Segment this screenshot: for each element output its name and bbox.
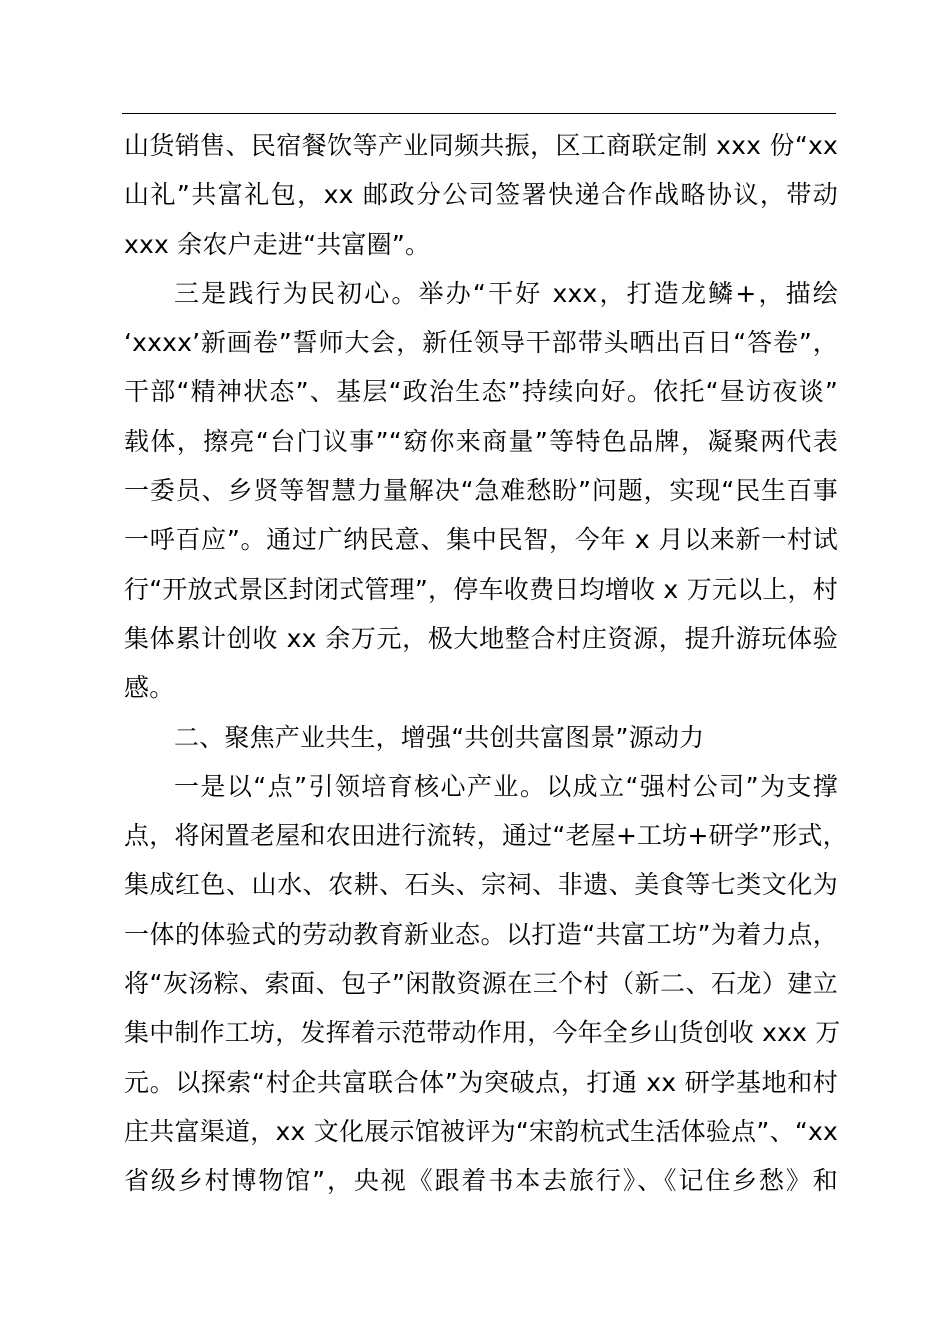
text-line: 载体，擦亮“台门议事”“窈你来商量”等特色品牌，凝聚两代表: [124, 426, 838, 456]
text-line: xxx 余农户走进“共富圈”。: [124, 229, 431, 259]
text-line: 山货销售、民宿餐饮等产业同频共振，区工商联定制 xxx 份“xx: [124, 131, 838, 160]
text-line: 元。以探索“村企共富联合体”为突破点，打通 xx 研学基地和村: [124, 1067, 838, 1097]
text-line: 山礼”共富礼包，xx 邮政分公司签署快递合作战略协议，带动: [124, 180, 838, 210]
section-heading: 二、聚焦产业共生，增强“共创共富图景”源动力: [174, 722, 705, 752]
text-line: 感。: [124, 673, 175, 703]
text-line: ‘xxxx’新画卷”誓师大会，新任领导干部带头晒出百日“答卷”，: [124, 328, 838, 358]
text-line: 集中制作工坊，发挥着示范带动作用，今年全乡山货创收 xxx 万: [124, 1018, 841, 1048]
text-line: 行“开放式景区封闭式管理”，停车收费日均增收 x 万元以上，村: [124, 574, 838, 604]
header-rule: [122, 113, 836, 114]
text-line: 集成红色、山水、农耕、石头、宗祠、非遗、美食等七类文化为: [124, 870, 838, 900]
text-line: 点，将闲置老屋和农田进行流转，通过“老屋+工坊+研学”形式，: [124, 821, 848, 851]
document-body: [124, 121, 848, 1206]
text-line: 一委员、乡贤等智慧力量解决“急难愁盼”问题，实现“民生百事: [124, 476, 838, 506]
text-line: 一呼百应”。通过广纳民意、集中民智，今年 x 月以来新一村试: [124, 525, 838, 555]
text-line: 省级乡村博物馆”，央视《跟着书本去旅行》、《记住乡愁》和: [124, 1166, 838, 1196]
text-line: 将“灰汤粽、索面、包子”闲散资源在三个村（新二、石龙）建立: [124, 969, 838, 999]
text-line: 一是以“点”引领培育核心产业。以成立“强村公司”为支撑: [174, 771, 838, 801]
text-line: 庄共富渠道，xx 文化展示馆被评为“宋韵杭式生活体验点”、“xx: [124, 1116, 838, 1146]
text-line: 干部“精神状态”、基层“政治生态”持续向好。依托“昼访夜谈”: [124, 377, 838, 407]
text-line: 一体的体验式的劳动教育新业态。以打造“共富工坊”为着力点，: [124, 919, 838, 949]
text-line: 集体累计创收 xx 余万元，极大地整合村庄资源，提升游玩体验: [124, 623, 838, 653]
text-line: 三是践行为民初心。举办“干好 xxx，打造龙鳞+，描绘: [174, 278, 838, 308]
